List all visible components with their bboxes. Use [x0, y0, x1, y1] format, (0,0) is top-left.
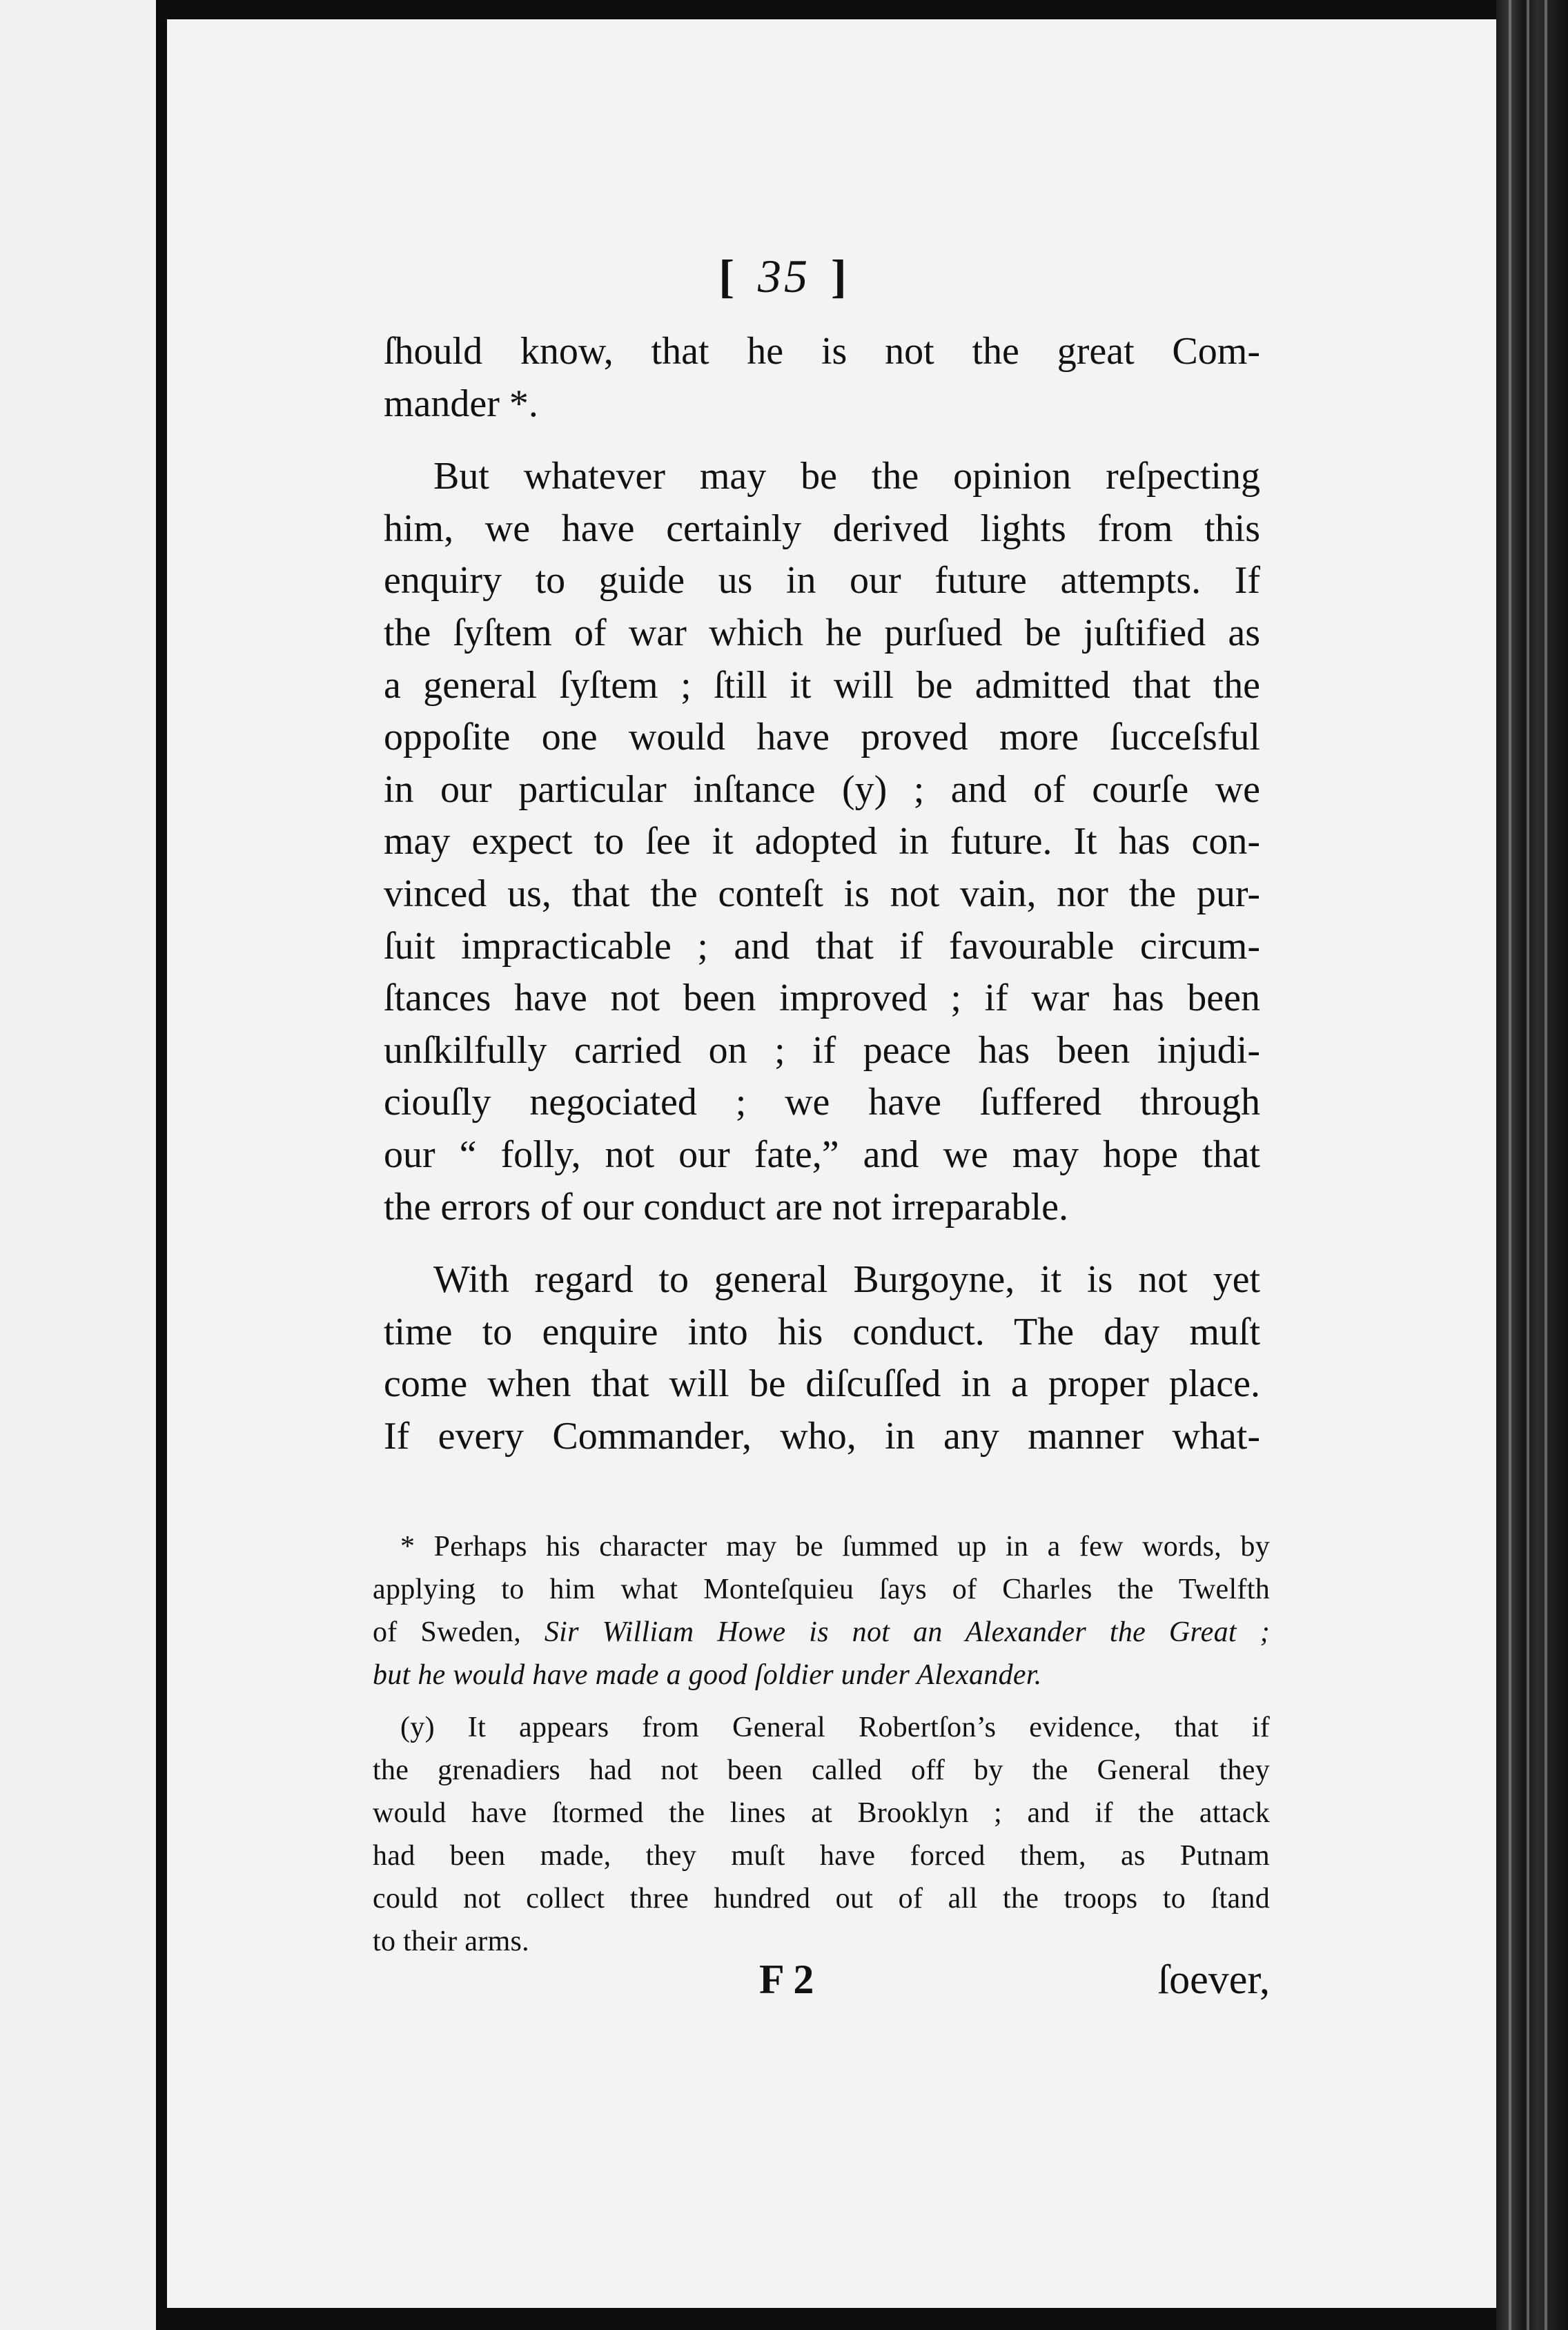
text-line: With regard to general Burgoyne, it is not yet [433, 1258, 1260, 1302]
text-line: enquiry to guide us in our future attempts. If [384, 559, 1260, 603]
footnote-line: applying to him what Monteſquieu ſays of Charles the Twelfth [373, 1574, 1270, 1605]
signature-mark: F 2 [759, 1957, 814, 2002]
footnote-line: would have ſtormed the lines at Brooklyn ; and if the attack [373, 1797, 1270, 1829]
paragraph-burgoyne [384, 1254, 1260, 1462]
text-line: unſkilfully carried on ; if peace has been injudi- [384, 1028, 1260, 1072]
footnote-y [373, 1706, 1270, 1963]
footnote-line: to their arms. [373, 1926, 529, 1957]
text-line: mander *. [384, 382, 538, 425]
footnote-italic: Sir William Howe is not an Alexander the Great ; [544, 1616, 1270, 1648]
text-line: If every Commander, who, in any manner what- [384, 1414, 1260, 1458]
page-number: 35 [758, 250, 810, 302]
footnote-line: could not collect three hundred out of all the troops to ſtand [373, 1883, 1270, 1915]
text-line: ſhould know, that he is not the great Com- [384, 330, 1260, 373]
text-line: in our particular inſtance (y) ; and of courſe we [384, 767, 1260, 811]
page-fore-edge [1496, 0, 1568, 2330]
text-line: our “ folly, not our fate,” and we may hope that [384, 1133, 1260, 1176]
footnote-text: of Sweden, [373, 1616, 521, 1648]
text-line: ſtances have not been improved ; if war has been [384, 977, 1260, 1020]
text-line: him, we have certainly derived lights from this [384, 507, 1260, 550]
footnote-line: the grenadiers had not been called off by the General they [373, 1754, 1270, 1786]
header-bracket-open: [ [718, 250, 737, 302]
header-bracket-close: ] [831, 250, 850, 302]
footnote-line: but he would have made a good ſoldier under Alexander. [373, 1659, 1042, 1691]
text-line: ciouſly negociated ; we have ſuffered through [384, 1081, 1260, 1124]
footnote-line: had been made, they muſt have forced them, as Putnam [373, 1840, 1270, 1872]
text-line: ſuit impracticable ; and that if favourable circum- [384, 924, 1260, 968]
paragraph-continued [384, 326, 1260, 430]
gutter-shadow [156, 0, 167, 2330]
text-line: vinced us, that the conteſt is not vain, nor the pur- [384, 872, 1260, 915]
footnotes [373, 1525, 1270, 1963]
footnote-line: (y) It appears from General Robertſon’s evidence, that if [400, 1712, 1270, 1743]
catchword: ſoever, [1157, 1957, 1270, 2002]
text-line: the errors of our conduct are not irreparable. [384, 1185, 1068, 1228]
footnote-star [373, 1525, 1270, 1696]
scan-border-top [160, 0, 1506, 21]
paragraph-opinion [384, 451, 1260, 1233]
page-header [0, 248, 1568, 304]
facing-page-edge [0, 0, 160, 2330]
text-line: a general ſyſtem ; ſtill it will be admitted that the [384, 663, 1260, 707]
footnote-line: * Perhaps his character may be ſummed up in a few words, by [400, 1531, 1270, 1563]
text-line: the ſyſtem of war which he purſued be juſtified as [384, 611, 1260, 654]
main-text [384, 326, 1260, 1462]
scan-border-bottom [160, 2308, 1506, 2330]
text-line: time to enquire into his conduct. The day muſt [384, 1310, 1260, 1353]
footnote-line [373, 1611, 1270, 1654]
text-line: come when that will be diſcuſſed in a proper place. [384, 1362, 1260, 1406]
text-line: But whatever may be the opinion reſpecting [433, 455, 1260, 498]
text-line: oppoſite one would have proved more ſucceſsful [384, 716, 1260, 759]
text-line: may expect to ſee it adopted in future. It has con- [384, 820, 1260, 863]
